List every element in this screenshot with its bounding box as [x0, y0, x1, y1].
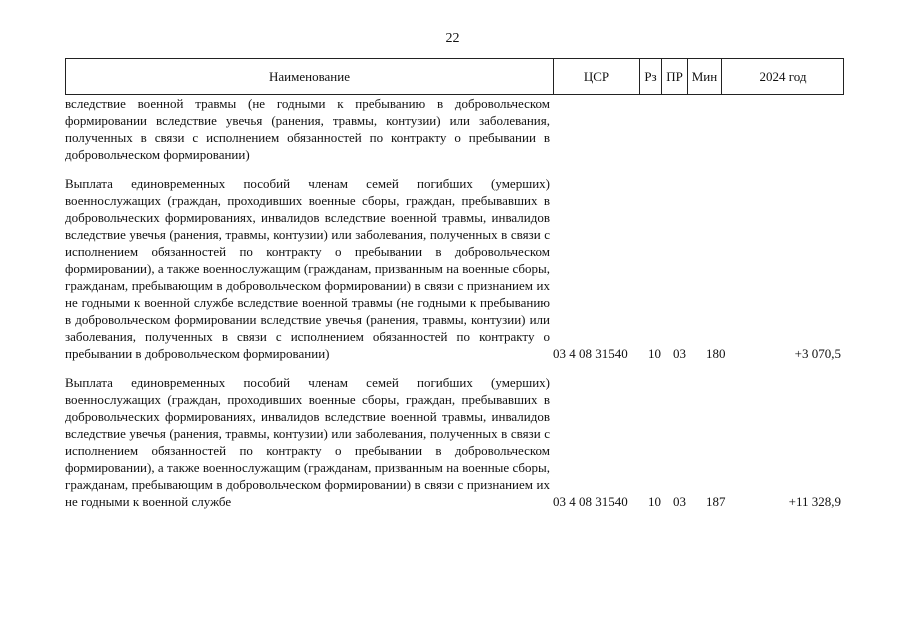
header-year: 2024 год	[759, 69, 807, 84]
header-min: Мин	[688, 59, 722, 94]
row-sum: +3 070,5	[794, 346, 841, 361]
row-rz: 10	[648, 494, 661, 509]
table-body	[65, 95, 855, 510]
page-number: 22	[445, 31, 460, 46]
table-row	[65, 95, 855, 163]
row-description: вследствие военной травмы (не годными к пребыванию в добровольческом формировании вследствие увечья (ранения, травмы, контузии) или заболевания, полученных в связи с исполнением обязанностей по контракту о пребывании в добровольческом формировании)	[65, 96, 550, 162]
header-pr: ПР	[662, 59, 688, 94]
row-sum: +11 328,9	[788, 494, 841, 509]
row-csr: 03 4 08 31540	[553, 494, 628, 509]
table-row	[65, 374, 855, 510]
row-min: 180	[706, 346, 726, 361]
row-pr: 03	[673, 494, 686, 509]
table-row	[65, 175, 855, 362]
row-csr: 03 4 08 31540	[553, 346, 628, 361]
header-csr: ЦСР	[554, 59, 640, 94]
header-name: Наименование	[66, 59, 554, 94]
row-rz: 10	[648, 346, 661, 361]
table-header	[65, 58, 844, 95]
header-rz: Рз	[640, 59, 662, 94]
row-description: Выплата единовременных пособий членам семей погибших (умерших) военнослужащих (граждан, проходивших военные сборы, граждан, пребывавших в добровольческих формированиях, инвалидов вследствие военной травмы, инвалидов вследствие увечья (ранения, травмы, контузии) или заболевания, полученных в связи с исполнением обязанностей по контракту о пребывании в добровольческом формировании), а также военнослужащим (гражданам, призванным на военные сборы, гражданам, пребывающим в добровольческом формировании) в связи с признанием их не годными к военной службе	[65, 375, 550, 509]
row-description: Выплата единовременных пособий членам семей погибших (умерших) военнослужащих (граждан, проходивших военные сборы, граждан, пребывавших в добровольческих формированиях, инвалидов вследствие военной травмы, инвалидов вследствие увечья (ранения, травмы, контузии) или заболевания, полученных в связи с исполнением обязанностей по контракту о пребывании в добровольческом формировании), а также военнослужащим (гражданам, призванным на военные сборы, гражданам, пребывающим в добровольческом формировании) в связи с признанием их не годными к военной службе вследствие военной травмы (не годными к пребыванию в добровольческом формировании вследствие увечья (ранения, травмы, контузии) или заболевания, полученных в связи с исполнением обязанностей по контракту о пребывании в добровольческом формировании)	[65, 176, 550, 361]
row-min: 187	[706, 494, 726, 509]
row-pr: 03	[673, 346, 686, 361]
